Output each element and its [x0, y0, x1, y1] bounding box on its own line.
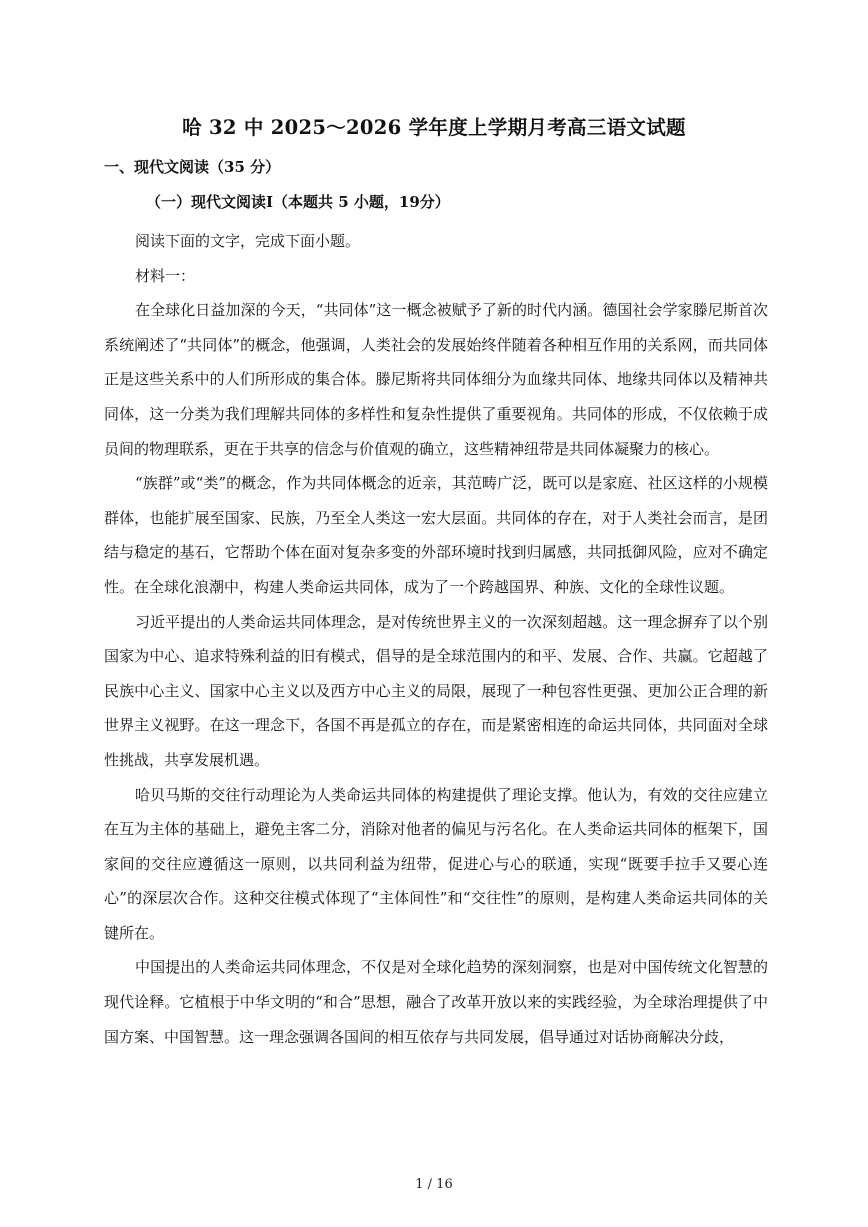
- paragraph-3: 习近平提出的人类命运共同体理念，是对传统世界主义的一次深刻超越。这一理念摒弃了以个别国家为中心、追求特殊利益的旧有模式，倡导的是全球范围内的和平、发展、合作、共赢。它超越了民族中心主义、国家中心主义以及西方中心主义的局限，展现了一种包容性更强、更加公正合理的新世界主义视野。在这一理念下，各国不再是孤立的存在，而是紧密相连的命运共同体，共同面对全球性挑战，共享发展机遇。: [104, 612, 768, 769]
- page-number: 1 / 16: [415, 1177, 453, 1192]
- subsection-heading: （一）现代文阅读I（本题共 5 小题，19分）: [146, 193, 450, 211]
- paragraph-4: 哈贝马斯的交往行动理论为人类命运共同体的构建提供了理论支撑。他认为，有效的交往应建立在互为主体的基础上，避免主客二分，消除对他者的偏见与污名化。在人类命运共同体的框架下，国家间的交往应遵循这一原则，以共同利益为纽带，促进心与心的联通，实现“既要手拉手又要心连心”的深层次合作。这种交往模式体现了“主体间性”和“交往性”的原则，是构建人类命运共同体的关键所在。: [104, 785, 768, 942]
- paragraph-2: “族群”或“类”的概念，作为共同体概念的近亲，其范畴广泛，既可以是家庭、社区这样的小规模群体，也能扩展至国家、民族，乃至全人类这一宏大层面。共同体的存在，对于人类社会而言，是团结与稳定的基石，它帮助个体在面对复杂多变的外部环境时找到归属感，共同抵御风险，应对不确定性。在全球化浪潮中，构建人类命运共同体，成为了一个跨越国界、种族、文化的全球性议题。: [104, 474, 768, 596]
- paragraph-5: 中国提出的人类命运共同体理念，不仅是对全球化趋势的深刻洞察，也是对中国传统文化智慧的现代诠释。它植根于中华文明的“和合”思想，融合了改革开放以来的实践经验，为全球治理提供了中国方案、中国智慧。这一理念强调各国间的相互依存与共同发展，倡导通过对话协商解决分歧，: [104, 958, 768, 1046]
- instruction-text: 阅读下面的文字，完成下面小题。: [135, 232, 361, 250]
- material-label: 材料一：: [135, 266, 196, 285]
- reading-passage: [104, 224, 768, 1054]
- section-heading: 一、现代文阅读（35 分）: [104, 158, 281, 176]
- paragraph-1: 在全球化日益加深的今天，“共同体”这一概念被赋予了新的时代内涵。德国社会学家滕尼斯首次系统阐述了“共同体”的概念，他强调，人类社会的发展始终伴随着各种相互作用的关系网，而共同体正是这些关系中的人们所形成的集合体。滕尼斯将共同体细分为血缘共同体、地缘共同体以及精神共同体，这一分类为我们理解共同体的多样性和复杂性提供了重要视角。共同体的形成，不仅依赖于成员间的物理联系，更在于共享的信念与价值观的确立，这些精神纽带是共同体凝聚力的核心。: [104, 301, 768, 458]
- document-title: 哈 32 中 2025～2026 学年度上学期月考高三语文试题: [182, 116, 686, 139]
